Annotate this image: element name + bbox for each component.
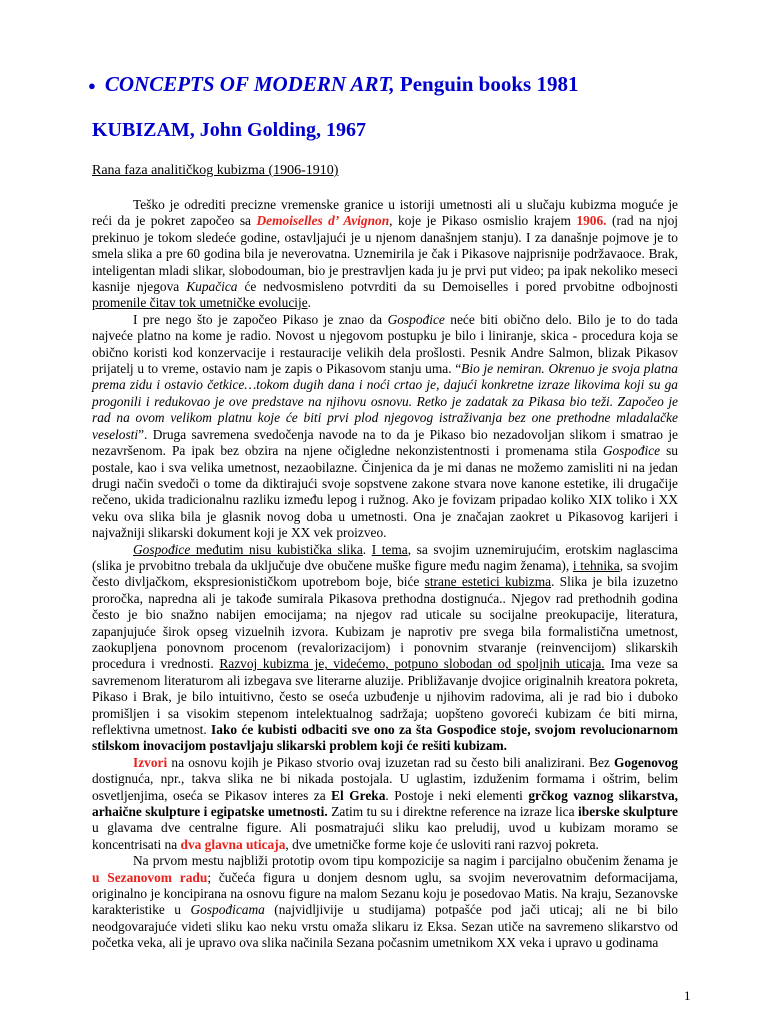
bold-text: iberske skulpture (578, 804, 678, 820)
publisher: Penguin books 1981 (394, 72, 579, 96)
text-segment: , dve umetničke forme koje će usloviti rani razvoj pokreta. (285, 836, 599, 852)
text-segment: (najvidljivije u studijama) potpašće pod jači uticaj; ali ne bi bilo neodgovarajuće videti sliku kao neku vrstu omaža slikaru iz Eksa. Sezan utiče na savremeno slikarstvo od početka veka, ali je upravo ova slika načinila Sezana počasnim umetnikom XX veka i upravo u godinama (92, 902, 678, 951)
highlight-sources: Izvori (133, 754, 168, 770)
text-segment: će nedvosmisleno potvrditi da su Demoiselles i pored prvobitne odbojnosti (237, 279, 678, 295)
book-title: CONCEPTS OF MODERN ART, (104, 72, 395, 96)
bold-text: grčkog vaznog slikarstva, arhaične skulpture i egipatske umetnosti. (92, 787, 678, 820)
page-number: 1 (684, 988, 691, 1003)
bullet-icon: ● (88, 78, 96, 94)
underlined-text: i tehnika (572, 557, 620, 573)
paragraph-5 (92, 853, 678, 951)
highlight-cezanne: u Sezanovom radu (92, 869, 208, 885)
section-title: Rana faza analitičkog kubizma (1906-1910) (92, 163, 339, 178)
text-segment: . (307, 295, 312, 311)
text-segment: I pre nego što je započeo Pikaso je znao da (133, 311, 388, 327)
text-segment: su postale, kao i sva velika umetnost, nezaobilazne. Činjenica da je mi danas ne možemo zamisliti ni na jedan drugi način svedoči o tome da diktirajući svoje sopstvene zakone stvara nove kanone estetike, ili drugačije rečeno, ukida tradicionalnu razliku između lepog i ružnog. Ako je fovizam pripadao koliko XIX toliko i XX veku ova slika bila je glasnik novog doba u umetnosti. Ona je značajan zaokret u Pikasovog karijeri i najvažniji slikarski dokument koji je XX vek proizveo. (92, 443, 678, 541)
paragraph-2 (92, 312, 678, 542)
text-segment: Zatim tu su i direktne reference na izraze lica (327, 804, 579, 820)
text-segment: neće biti obično delo. Bilo je to do tada najveće platno na kome je radio. Novost u njegovom postupku je bilo i liniranje, skica - procedura koja se obično koristi kod konzervacije i restauracije velikih dela prošlosti. Pesnik Andre Salmon, blizak Pikasov prijatelj u to vreme, ostavio nam je zapis o Pikasovom stanju uma. “ (92, 311, 678, 377)
body-text (92, 197, 678, 952)
underlined-text: promenile čitav tok umetničke evolucije (92, 295, 308, 311)
text-segment: . (362, 541, 372, 557)
text-segment: Ima veze sa savremenom literaturom ali izbegava sve literarne aluzije. Približavanje dvojice originalnih kreatora pokreta, Pikaso i Brak, je bilo intuitivno, često se oseća uzbuđenje u njihovim radovima, ali je rad bio i duboko promišljen i sa visokim stepenom intelektualnog sadržaja; uopšteno govoreći kubizam će biti mirna, reflektivna umetnost. (92, 656, 679, 737)
underlined-text: međutim nisu kubistička slika (190, 541, 363, 557)
text-segment: . Slika je bila izuzetno proročka, napredna ali je takođe sumirala Pikasova prethodna dostignuća.. Njegov rad prethodnih godina često je bio snažno nabijen emocijama; na njegov rad uticale su socijalne preokupacije, literatura, zapanjujuće širok opseg vizuelnih izvora. Kubizam je naprotiv pre svega bila formalistična umetnost, zaokupljena ponovnom procenom (revalorizacijom) i ponovnim stvaranje (reinvencijom) slikarskih procedura i vrednosti. (92, 574, 678, 672)
text-segment: dostignuća, npr., takva slika ne bi nikada postojala. U uglastim, izduženim formama i oštrim, belim osvetljenjima, oseća se Pikasov interes za (92, 771, 678, 803)
paragraph-4 (92, 755, 678, 853)
text-segment: ”. Druga savremena svedočenja navode na to da je Pikaso bio nezadovoljan slikom i smatrao je nezavršenom. Pa ipak bez obzira na njene očigledne nekonzistentnosti i promenama stila (92, 426, 678, 459)
italic-quote: Bio je nemiran. Okrenuo je svoja platna prema zidu i ostavio četkice…tokom dugih dana i noći crtao je, dajući konkretne izraze likovima koji su ga progonili i redukovao je ove predstave na njihovu osnovu. Retko je zadatak za Pikasa bio teži. Započeo je rad na ovom velikom platnu koje će biti prvi plod njegovog istraživanja bez one prethodne mladalačke veselosti (92, 361, 678, 442)
text-segment: ; čučeća figura u donjem desnom uglu, sa svojim neverovatnim deformacijama, originalno je koncipirana na osnovu figure na malom Sezanu koju je posedovao Matis. Na kraju, Sezanovske karakteristike u (92, 869, 678, 918)
text-segment: , sa svojim često divljačkom, ekspresionističkom upotrebom boje, biće (92, 557, 679, 590)
bold-text: El Greka (331, 787, 386, 803)
highlight-year: 1906. (576, 213, 607, 229)
text-segment: . Postoje i neki elementi (385, 787, 529, 803)
underlined-text: I tema (371, 541, 408, 557)
bold-text: Gogenovog (614, 754, 678, 770)
italic-title: Gospođice (387, 311, 445, 327)
italic-title: Kupačica (186, 279, 238, 295)
italic-title: Gospođice (602, 443, 661, 459)
paragraph-1 (92, 197, 678, 312)
italic-title: Gospođice (133, 541, 191, 557)
italic-title: Gospođicama (190, 902, 265, 918)
text-segment: na osnovu kojih je Pikaso stvorio ovaj izuzetan rad su često bili analizirani. Bez (167, 754, 615, 770)
work-title: KUBIZAM, John Golding, 1967 (92, 119, 366, 141)
book-heading (88, 72, 578, 97)
highlight-influences: dva glavna uticaja (180, 836, 286, 852)
highlight-demoiselles: Demoiselles d’ Avignon (256, 213, 390, 229)
bold-text: Iako će kubisti odbaciti sve ono za šta Gospođice stoje, svojom revolucionarnom stilskom inovacijom postavljaju slikarski problem koji će rešiti kubizam. (92, 722, 679, 754)
text-segment: Teško je odrediti precizne vremenske granice u istoriji umetnosti ali u slučaju kubizma moguće je reći da je pokret započeo sa (92, 197, 678, 229)
underlined-text: strane estetici kubizma (424, 574, 552, 590)
text-segment: , sa svojim uznemirujućim, erotskim naglascima (slika je prvobitno trebala da uključuje dve obučene muške figure među nagim ženama), (92, 541, 678, 573)
text-segment: u glavama dve centralne figure. Ali posmatrajući sliku kao preludij, uvod u kubizam moramo se koncentrisati na (92, 820, 678, 852)
text-segment: (rad na njoj prekinuo je tokom sledeće godine, ostavljajući je u njenom današnjem stanju). I za današnje pojmove je to smela slika a pre 60 godina bila je neverovatna. Uznemirila je čak i Pikasove najprisnije podržavaoce. Brak, inteligentan mladi slikar, slobodouman, bio je prestravljen kada ju je prvi put video; pa ipak nekoliko meseci kasnije njegova (92, 213, 678, 295)
paragraph-3 (92, 542, 678, 755)
text-segment: Na prvom mestu najbliži prototip ovom tipu kompozicije sa nagim i parcijalno obučenim ženama je (133, 853, 678, 869)
text-segment: , koje je Pikaso osmislio krajem (389, 213, 577, 229)
underlined-text: Razvoj kubizma je, videćemo, potpuno slobodan od spoljnih uticaja. (219, 656, 605, 672)
